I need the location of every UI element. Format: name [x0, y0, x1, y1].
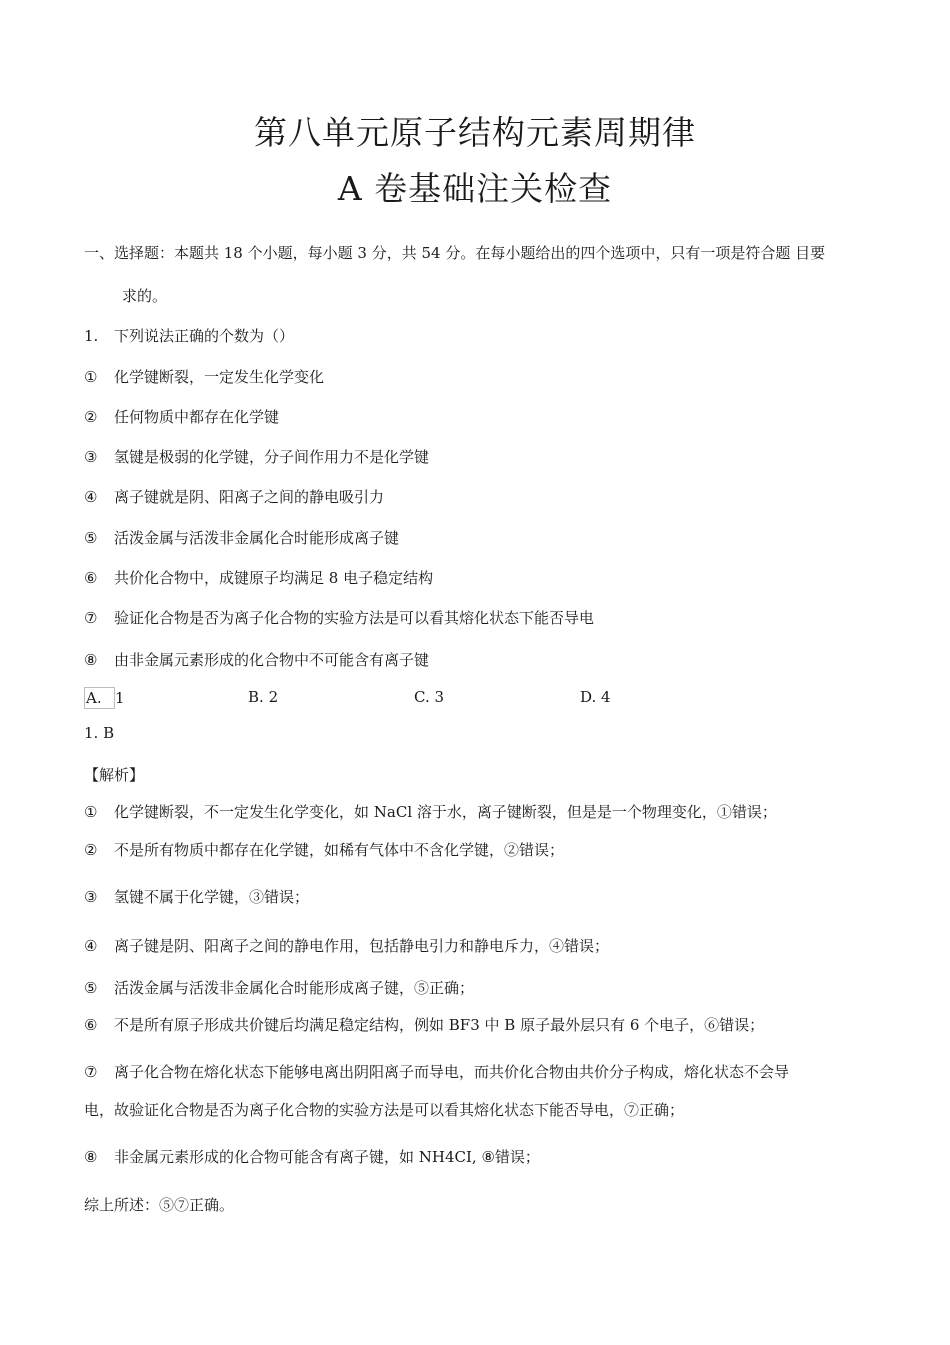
analysis-text: 氢键不属于化学键，③错误； [114, 888, 310, 906]
analysis-marker: ⑧ [84, 1148, 98, 1166]
statement-text: 验证化合物是否为离子化合物的实验方法是可以看其熔化状态下能否导电 [114, 609, 595, 627]
statement-item [84, 447, 429, 467]
analysis-text: 离子键是阴、阳离子之间的静电作用，包括静电引力和静电斥力，④错误； [114, 937, 610, 955]
analysis-text: 不是所有物质中都存在化学键，如稀有气体中不含化学键，②错误； [114, 841, 565, 859]
option-c[interactable] [414, 687, 444, 707]
option-value: 3 [434, 688, 445, 706]
option-value: 4 [601, 688, 611, 706]
analysis-marker: ⑤ [84, 979, 98, 997]
statement-item [84, 650, 429, 670]
analysis-text: 不是所有原子形成共价键后均满足稳定结构，例如 BF3 中 B 原子最外层只有 6 个电子，⑥错误； [114, 1016, 765, 1034]
analysis-item [84, 887, 309, 907]
statement-text: 离子键就是阴、阳离子之间的静电吸引力 [114, 488, 385, 506]
analysis-text: 活泼金属与活泼非金属化合时能形成离子键，⑤正确； [114, 979, 475, 997]
option-a[interactable] [84, 687, 125, 709]
question-number: 1. [84, 327, 99, 345]
analysis-summary: 综上所述：⑤⑦正确。 [84, 1196, 235, 1214]
page-subtitle: A 卷基础注关检查 [337, 169, 613, 208]
analysis-item [84, 1062, 789, 1082]
statement-text: 活泼金属与活泼非金属化合时能形成离子键 [114, 529, 400, 547]
statement-item [84, 608, 594, 628]
question-stem-text: 下列说法正确的个数为（） [114, 327, 295, 345]
analysis-marker: ④ [84, 937, 98, 955]
option-label: D. [580, 688, 597, 706]
statement-marker: ② [84, 408, 98, 426]
analysis-item [84, 802, 777, 822]
option-value: 2 [268, 688, 279, 706]
statement-text: 共价化合物中，成键原子均满足 8 电子稳定结构 [114, 569, 434, 587]
analysis-item [84, 840, 564, 860]
analysis-item [84, 978, 474, 998]
statement-item [84, 407, 279, 427]
option-value: 1 [115, 689, 125, 707]
statement-item [84, 568, 433, 588]
statement-text: 任何物质中都存在化学键 [114, 408, 280, 426]
analysis-item [84, 936, 609, 956]
analysis-text: 非金属元素形成的化合物可能含有离子键，如 NH4CI, ⑧错误； [114, 1148, 540, 1166]
question-stem [84, 326, 294, 346]
statement-item [84, 528, 399, 548]
analysis-text: 化学键断裂，不一定发生化学变化，如 NaCl 溶于水，离子键断裂，但是是一个物理变化，①错误； [114, 803, 777, 821]
statement-text: 氢键是极弱的化学键，分子间作用力不是化学键 [114, 448, 430, 466]
page-title: 第八单元原子结构元素周期律 [254, 113, 696, 152]
analysis-marker: ① [84, 803, 98, 821]
statement-marker: ⑧ [84, 651, 98, 669]
analysis-item-cont: 电，故验证化合物是否为离子化合物的实验方法是可以看其熔化状态下能否导电，⑦正确； [84, 1101, 685, 1119]
statement-marker: ④ [84, 488, 98, 506]
option-b[interactable] [248, 687, 278, 707]
statement-item [84, 487, 384, 507]
statement-item [84, 367, 324, 387]
statement-marker: ⑥ [84, 569, 98, 587]
option-label: B. [248, 688, 264, 706]
option-label: C. [414, 688, 430, 706]
section-heading-cont: 求的。 [122, 287, 168, 305]
analysis-marker: ⑦ [84, 1063, 98, 1081]
statement-marker: ⑦ [84, 609, 98, 627]
analysis-heading: 【解析】 [84, 766, 145, 784]
analysis-text: 离子化合物在熔化状态下能够电离出阴阳离子而导电，而共价化合物由共价分子构成，熔化状态不会导 [114, 1063, 790, 1081]
answer-line: 1. B [84, 724, 115, 742]
statement-marker: ① [84, 368, 98, 386]
option-label: A. [84, 687, 115, 709]
statement-text: 化学键断裂，一定发生化学变化 [114, 368, 325, 386]
analysis-marker: ③ [84, 888, 98, 906]
statement-marker: ③ [84, 448, 98, 466]
analysis-marker: ② [84, 841, 98, 859]
statement-text: 由非金属元素形成的化合物中不可能含有离子键 [114, 651, 430, 669]
section-heading: 一、选择题：本题共 18 个小题，每小题 3 分，共 54 分。在每小题给出的四个选项中，只有一项是符合题 目要 [84, 244, 826, 262]
analysis-item [84, 1015, 764, 1035]
analysis-item [84, 1147, 540, 1167]
statement-marker: ⑤ [84, 529, 98, 547]
option-d[interactable] [580, 687, 611, 707]
analysis-marker: ⑥ [84, 1016, 98, 1034]
